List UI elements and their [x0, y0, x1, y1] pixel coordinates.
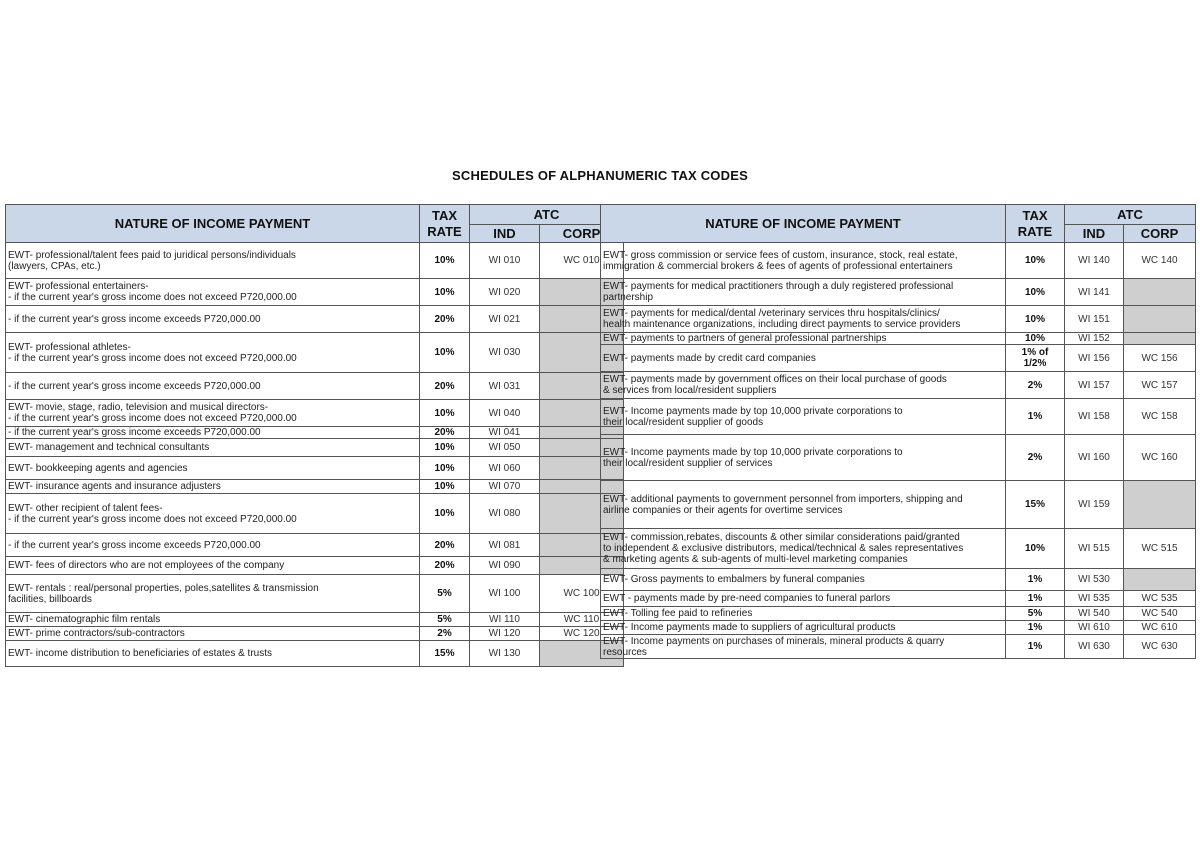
nature-cell: - if the current year's gross income exceeds P720,000.00: [6, 427, 420, 439]
nature-cell: EWT- gross commission or service fees of custom, insurance, stock, real estate, immigration & commercial brokers & fees of agents of professional entertainers: [601, 243, 1006, 279]
tax-rate-cell: 10%: [1006, 243, 1065, 279]
atc-ind-cell: WI 100: [470, 575, 540, 613]
nature-cell: EWT- payments made by government offices on their local purchase of goods & services from local/resident suppliers: [601, 372, 1006, 399]
nature-cell: EWT- professional entertainers- - if the current year's gross income does not exceed P720,000.00: [6, 279, 420, 306]
table-row: [601, 591, 1196, 607]
table-row: [6, 641, 624, 667]
atc-corp-cell: WC 540: [1124, 607, 1196, 621]
nature-cell: EWT- Tolling fee paid to refineries: [601, 607, 1006, 621]
atc-corp-cell: [1124, 481, 1196, 529]
atc-ind-cell: WI 021: [470, 306, 540, 333]
atc-ind-cell: WI 141: [1065, 279, 1124, 306]
table-row: [601, 529, 1196, 569]
atc-ind-cell: WI 090: [470, 557, 540, 575]
atc-header: ATC: [470, 205, 624, 225]
atc-ind-cell: WI 157: [1065, 372, 1124, 399]
atc-ind-cell: WI 081: [470, 534, 540, 557]
atc-corp-cell: WC 157: [1124, 372, 1196, 399]
tax-rate-cell: 10%: [1006, 306, 1065, 333]
atc-ind-cell: WI 140: [1065, 243, 1124, 279]
table-row: [6, 333, 624, 373]
nature-cell: - if the current year's gross income exceeds P720,000.00: [6, 373, 420, 400]
tax-rate-cell: 5%: [1006, 607, 1065, 621]
nature-cell: EWT- income distribution to beneficiaries of estates & trusts: [6, 641, 420, 667]
atc-corp-cell: WC 158: [1124, 399, 1196, 435]
tax-rate-header: TAX RATE: [420, 205, 470, 243]
atc-ind-cell: WI 158: [1065, 399, 1124, 435]
table-row: [6, 427, 624, 439]
atc-ind-cell: WI 030: [470, 333, 540, 373]
nature-cell: EWT- cinematographic film rentals: [6, 613, 420, 627]
tax-rate-cell: 1% of 1/2%: [1006, 345, 1065, 372]
tax-rate-cell: 10%: [420, 457, 470, 480]
atc-corp-cell: [1124, 279, 1196, 306]
tax-rate-cell: 10%: [420, 243, 470, 279]
nature-header: NATURE OF INCOME PAYMENT: [601, 205, 1006, 243]
table-row: [601, 345, 1196, 372]
tax-rate-cell: 10%: [420, 279, 470, 306]
page-title: SCHEDULES OF ALPHANUMERIC TAX CODES: [452, 168, 748, 183]
nature-header: NATURE OF INCOME PAYMENT: [6, 205, 420, 243]
nature-cell: EWT- fees of directors who are not employees of the company: [6, 557, 420, 575]
nature-cell: EWT- management and technical consultants: [6, 439, 420, 457]
tax-rate-cell: 10%: [420, 480, 470, 494]
nature-cell: EWT- payments made by credit card companies: [601, 345, 1006, 372]
tax-code-table-right: [600, 204, 1196, 659]
atc-corp-cell: WC 610: [1124, 621, 1196, 635]
atc-ind-cell: WI 156: [1065, 345, 1124, 372]
table-row: [601, 481, 1196, 529]
ind-header: IND: [1065, 225, 1124, 243]
tax-rate-cell: 1%: [1006, 621, 1065, 635]
atc-ind-cell: WI 010: [470, 243, 540, 279]
table-row: [601, 243, 1196, 279]
atc-corp-cell: [1124, 569, 1196, 591]
atc-ind-cell: WI 515: [1065, 529, 1124, 569]
atc-ind-cell: WI 530: [1065, 569, 1124, 591]
tax-rate-cell: 10%: [420, 333, 470, 373]
atc-ind-cell: WI 630: [1065, 635, 1124, 659]
tax-rate-cell: 15%: [1006, 481, 1065, 529]
tax-rate-cell: 15%: [420, 641, 470, 667]
nature-cell: EWT - payments made by pre-need companies to funeral parlors: [601, 591, 1006, 607]
tax-rate-cell: 1%: [1006, 635, 1065, 659]
table-row: [601, 333, 1196, 345]
nature-cell: EWT- payments for medical practitioners through a duly registered professional partnership: [601, 279, 1006, 306]
atc-ind-cell: WI 152: [1065, 333, 1124, 345]
nature-cell: EWT- professional/talent fees paid to juridical persons/individuals (lawyers, CPAs, etc.): [6, 243, 420, 279]
nature-cell: EWT- payments to partners of general professional partnerships: [601, 333, 1006, 345]
table-row: [6, 306, 624, 333]
table-row: [601, 607, 1196, 621]
tax-rate-cell: 10%: [1006, 279, 1065, 306]
atc-corp-cell: [1124, 333, 1196, 345]
atc-ind-cell: WI 110: [470, 613, 540, 627]
table-row: [601, 306, 1196, 333]
nature-cell: EWT- Income payments made by top 10,000 private corporations to their local/resident supplier of goods: [601, 399, 1006, 435]
table-row: [6, 494, 624, 534]
tax-rate-cell: 20%: [420, 427, 470, 439]
atc-corp-cell: WC 120: [540, 627, 624, 641]
atc-ind-cell: WI 031: [470, 373, 540, 400]
table-row: [601, 621, 1196, 635]
nature-cell: EWT- payments for medical/dental /veterinary services thru hospitals/clinics/ health maintenance organizations, including direct payments to service providers: [601, 306, 1006, 333]
nature-cell: EWT- bookkeeping agents and agencies: [6, 457, 420, 480]
nature-cell: EWT- rentals : real/personal properties, poles,satellites & transmission facilities, billboards: [6, 575, 420, 613]
nature-cell: EWT- movie, stage, radio, television and musical directors- - if the current year's gross income does not exceed P720,000.00: [6, 400, 420, 427]
table-row: [6, 279, 624, 306]
table-row: [6, 480, 624, 494]
tax-rate-cell: 20%: [420, 557, 470, 575]
table-row: [6, 439, 624, 457]
atc-ind-cell: WI 540: [1065, 607, 1124, 621]
atc-corp-cell: WC 100: [540, 575, 624, 613]
nature-cell: EWT- Income payments made by top 10,000 private corporations to their local/resident supplier of services: [601, 435, 1006, 481]
nature-cell: EWT- insurance agents and insurance adjusters: [6, 480, 420, 494]
atc-ind-cell: WI 080: [470, 494, 540, 534]
atc-ind-cell: WI 151: [1065, 306, 1124, 333]
atc-corp-cell: WC 515: [1124, 529, 1196, 569]
tax-rate-cell: 2%: [420, 627, 470, 641]
table-row: [6, 373, 624, 400]
atc-corp-cell: WC 535: [1124, 591, 1196, 607]
table-row: [601, 399, 1196, 435]
nature-cell: EWT- commission,rebates, discounts & other similar considerations paid/granted to independent & exclusive distributors, medical/technical & sales representatives & marketing agents & sub-agents of multi-level marketing companies: [601, 529, 1006, 569]
tax-rate-cell: 10%: [1006, 529, 1065, 569]
tax-rate-cell: 10%: [420, 439, 470, 457]
nature-cell: EWT- professional athletes- - if the current year's gross income does not exceed P720,000.00: [6, 333, 420, 373]
nature-cell: EWT- Income payments on purchases of minerals, mineral products & quarry resources: [601, 635, 1006, 659]
table-row: [6, 557, 624, 575]
tax-code-table-left: [5, 204, 624, 667]
tax-rate-cell: 2%: [1006, 372, 1065, 399]
nature-cell: - if the current year's gross income exceeds P720,000.00: [6, 306, 420, 333]
atc-ind-cell: WI 159: [1065, 481, 1124, 529]
table-row: [6, 613, 624, 627]
table-row: [6, 627, 624, 641]
nature-cell: EWT- other recipient of talent fees- - if the current year's gross income does not exceed P720,000.00: [6, 494, 420, 534]
tax-rate-cell: 1%: [1006, 399, 1065, 435]
tax-rate-cell: 1%: [1006, 569, 1065, 591]
tax-rate-cell: 10%: [420, 400, 470, 427]
nature-cell: EWT- additional payments to government personnel from importers, shipping and airline companies or their agents for overtime services: [601, 481, 1006, 529]
atc-corp-cell: WC 160: [1124, 435, 1196, 481]
atc-ind-cell: WI 060: [470, 457, 540, 480]
table-row: [6, 400, 624, 427]
table-row: [601, 569, 1196, 591]
tax-rate-cell: 2%: [1006, 435, 1065, 481]
atc-corp-cell: WC 110: [540, 613, 624, 627]
table-row: [601, 279, 1196, 306]
atc-corp-cell: WC 630: [1124, 635, 1196, 659]
atc-ind-cell: WI 041: [470, 427, 540, 439]
tax-rate-cell: 5%: [420, 613, 470, 627]
atc-ind-cell: WI 020: [470, 279, 540, 306]
tax-rate-cell: 10%: [1006, 333, 1065, 345]
table-row: [6, 457, 624, 480]
table-row: [601, 435, 1196, 481]
tax-rate-cell: 20%: [420, 373, 470, 400]
atc-corp-cell: WC 156: [1124, 345, 1196, 372]
atc-corp-cell: WC 010: [540, 243, 624, 279]
atc-header: ATC: [1065, 205, 1196, 225]
tax-rate-cell: 20%: [420, 534, 470, 557]
table-row: [6, 534, 624, 557]
table-row: [601, 635, 1196, 659]
nature-cell: EWT- Gross payments to embalmers by funeral companies: [601, 569, 1006, 591]
atc-ind-cell: WI 610: [1065, 621, 1124, 635]
atc-ind-cell: WI 160: [1065, 435, 1124, 481]
tax-rate-cell: 1%: [1006, 591, 1065, 607]
table-row: [6, 575, 624, 613]
tax-rate-cell: 10%: [420, 494, 470, 534]
atc-ind-cell: WI 050: [470, 439, 540, 457]
nature-cell: - if the current year's gross income exceeds P720,000.00: [6, 534, 420, 557]
tax-rate-cell: 20%: [420, 306, 470, 333]
atc-corp-cell: WC 140: [1124, 243, 1196, 279]
atc-ind-cell: WI 120: [470, 627, 540, 641]
table-row: [601, 372, 1196, 399]
nature-cell: EWT- prime contractors/sub-contractors: [6, 627, 420, 641]
atc-ind-cell: WI 040: [470, 400, 540, 427]
corp-header: CORP: [1124, 225, 1196, 243]
atc-corp-cell: [1124, 306, 1196, 333]
ind-header: IND: [470, 225, 540, 243]
atc-ind-cell: WI 535: [1065, 591, 1124, 607]
nature-cell: EWT- Income payments made to suppliers of agricultural products: [601, 621, 1006, 635]
tax-rate-cell: 5%: [420, 575, 470, 613]
tax-rate-header: TAX RATE: [1006, 205, 1065, 243]
corp-header: CORP: [540, 225, 624, 243]
table-row: [6, 243, 624, 279]
atc-ind-cell: WI 130: [470, 641, 540, 667]
atc-ind-cell: WI 070: [470, 480, 540, 494]
